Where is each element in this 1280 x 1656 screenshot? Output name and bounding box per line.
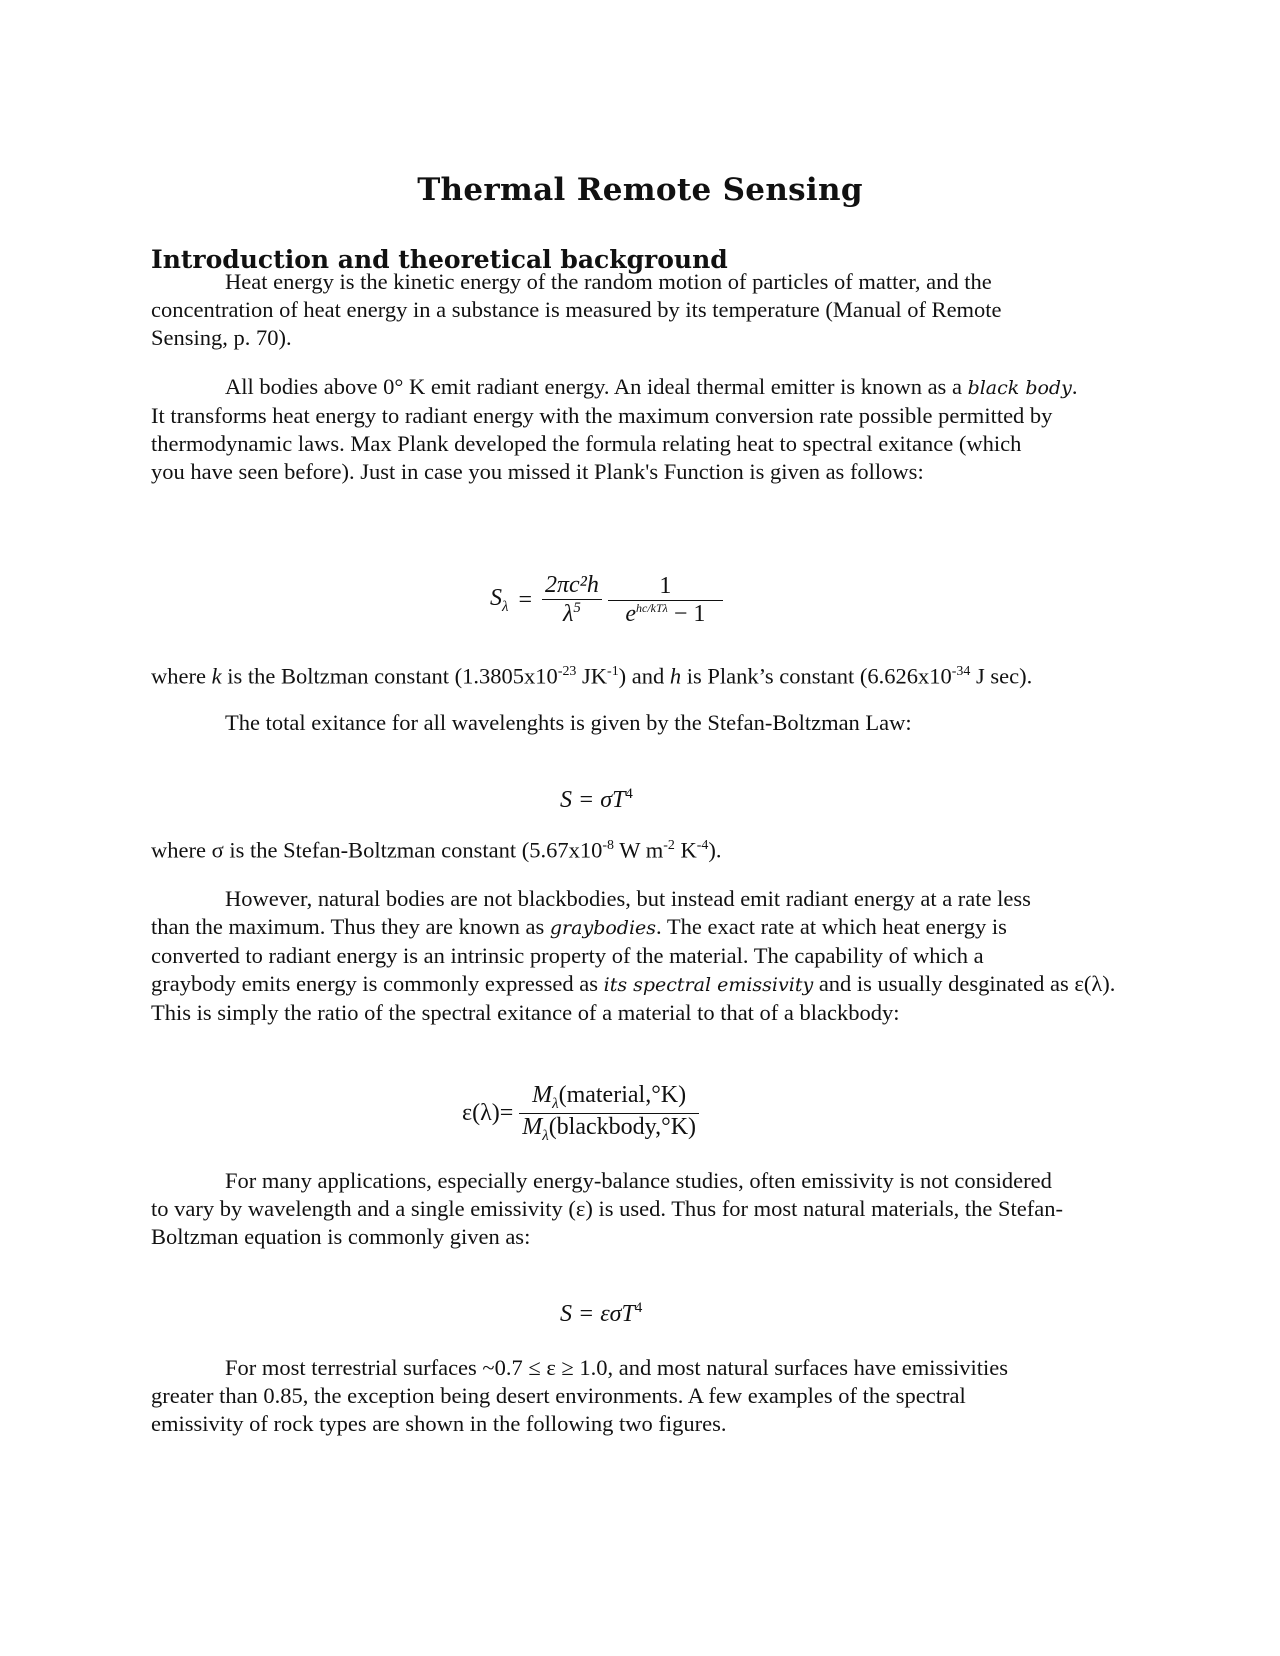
black-body-term: black body <box>967 377 1072 399</box>
p2-line1-a: All bodies above 0° K emit radiant energy. An ideal thermal emitter is known as a <box>225 374 968 399</box>
plank-fraction-2 <box>608 573 723 628</box>
plank-fraction-1 <box>542 572 602 628</box>
spectral-emissivity-term: its spectral emissivity <box>603 974 814 996</box>
paragraph-constants: where k is the Boltzman constant ($1.3805x10^{-23}$ $JK^{-1}$) and h is Plank’s constant ($6.626x10^{-34}$ J sec). <box>151 663 1033 689</box>
plank-lhs: $S_\lambda$ <box>490 584 509 615</box>
page-title: Thermal Remote Sensing <box>417 172 863 208</box>
p2-line4: you have seen before). Just in case you missed it Plank's Function is given as follows: <box>151 459 924 484</box>
graybodies-term: graybodies <box>549 917 657 939</box>
paragraph-graybodies: However, natural bodies are not blackbodies, but instead emit radiant energy at a rate less than the maximum. Thus they are known as graybodies. The exact rate at which heat energy is converted to radiant energy is an intrinsic property of the material. The capability of which a graybody emits energy is commonly expressed as its spectral emissivity and is usually desginated as ε(λ). This is simply the ratio of the spectral exitance of a material to that of a blackbody: <box>151 886 1116 1025</box>
paragraph-terrestrial-emissivity: For most terrestrial surfaces ~0.7 ≤ ε ≥ 1.0, and most natural surfaces have emissivities greater than 0.85, the exception being desert environments. A few examples of the spectral emissivity of rock types are shown in the following two figures. <box>151 1355 1009 1436</box>
plank-numerator-2: 1 <box>608 573 723 601</box>
p2-line2: It transforms heat energy to radiant energy with the maximum conversion rate possible permitted by <box>151 403 1053 428</box>
emissivity-lhs: ε(λ)= <box>462 1099 514 1126</box>
p1-line3: Sensing, p. 70). <box>151 325 292 350</box>
paragraph-black-body <box>151 373 1141 486</box>
plank-numerator-1: 2πc²h <box>542 572 602 600</box>
plank-equals: = <box>518 586 532 613</box>
p4-text: The total exitance for all wavelenghts is given by the Stefan-Boltzman Law: <box>225 710 912 735</box>
emissivity-equation <box>462 1082 699 1145</box>
plank-denominator-2: $e^{hc/kT\lambda} - 1$ <box>625 600 706 627</box>
plank-denominator-1: $\lambda^5$ <box>563 600 581 627</box>
paragraph-single-emissivity: For many applications, especially energy-balance studies, often emissivity is not considered to vary by wavelength and a single emissivity (ε) is used. Thus for most natural materials, the Stefan- Boltzman equation is commonly given as: <box>151 1168 1063 1249</box>
plank-equation <box>490 572 723 628</box>
stefan-boltzman-equation: $S = \sigma T^4$ <box>560 786 633 813</box>
p1-line2: concentration of heat energy in a substance is measured by its temperature (Manual of Remote <box>151 297 1002 322</box>
k-symbol: k <box>211 663 222 689</box>
section-heading: Introduction and theoretical background <box>151 245 728 274</box>
p2-line1-c: . <box>1071 374 1078 399</box>
paragraph-sb-constant: where σ is the Stefan-Boltzman constant ($5.67x10^{-8}$ W $m^{-2}$ $K^{-4}$). <box>151 837 722 863</box>
emissivity-fraction: $\frac{M_\lambda(material,^\circ K)}{M_\lambda(blackbody,^\circ K)}$ <box>519 1082 699 1145</box>
paragraph-heat-energy <box>151 268 1141 352</box>
paragraph-total-exitance <box>151 709 1141 737</box>
p2-line3: thermodynamic laws. Max Plank developed the formula relating heat to spectral exitance (which <box>151 431 1022 456</box>
p1-line1: Heat energy is the kinetic energy of the random motion of particles of matter, and the <box>225 269 992 294</box>
h-symbol: h <box>669 663 682 689</box>
graybody-stefan-boltzman-equation: S = εσT$^4$ <box>560 1300 643 1327</box>
